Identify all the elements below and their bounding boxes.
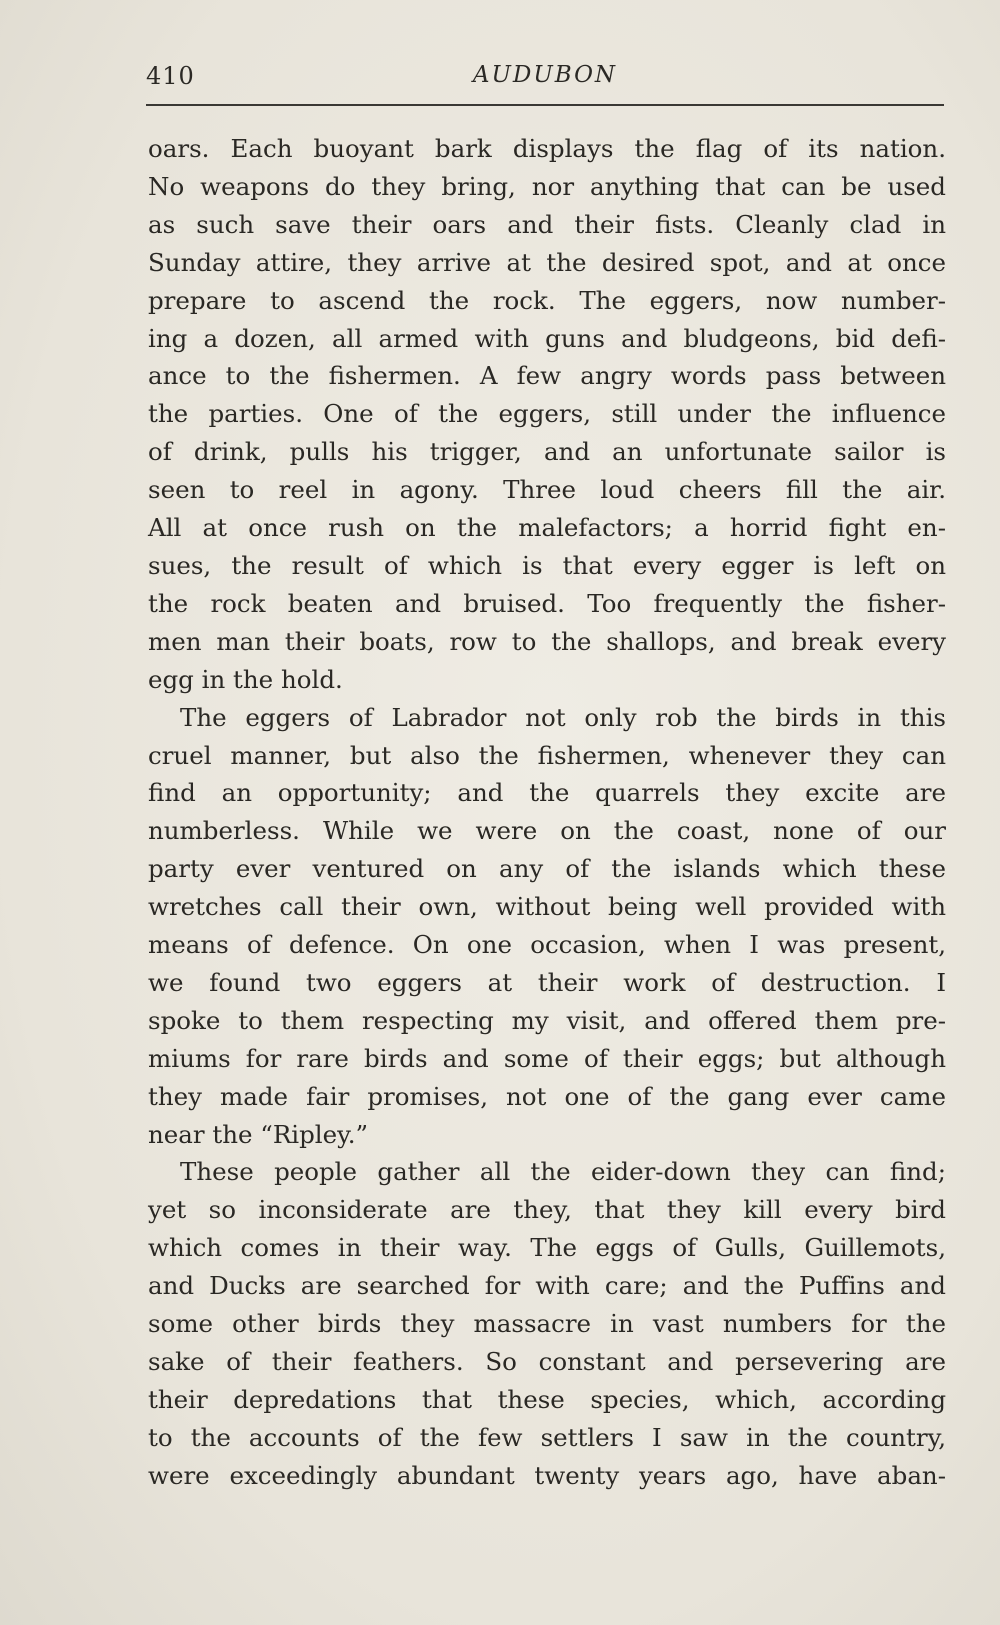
text-line: were exceedingly abundant twenty years ago, have aban- [148,1460,946,1490]
paragraph-3 [148,1153,946,1494]
text-line: prepare to ascend the rock. The eggers, now number- [148,285,946,315]
text-line: we found two eggers at their work of destruction. I [148,967,946,997]
text-line: All at once rush on the malefactors; a horrid fight en- [148,513,946,543]
header-rule [146,104,944,106]
text-line: find an opportunity; and the quarrels they excite are [148,778,946,808]
text-line: the parties. One of the eggers, still under the influence [148,399,946,429]
body-text [148,130,946,1495]
running-title: AUDUBON [472,62,618,88]
text-line: means of defence. On one occasion, when I was present, [148,930,946,960]
text-line: some other birds they massacre in vast numbers for the [148,1309,946,1339]
text-line: ance to the fishermen. A few angry words pass between [148,361,946,391]
text-line: oars. Each buoyant bark displays the flag of its nation. [148,134,946,163]
text-line: spoke to them respecting my visit, and offered them pre- [148,1005,946,1035]
text-line: sake of their feathers. So constant and persevering are [148,1347,946,1376]
text-line: of drink, pulls his trigger, and an unfortunate sailor is [148,437,946,467]
page-header [146,60,944,94]
text-line: yet so inconsiderate are they, that they kill every bird [148,1195,946,1225]
text-line: near the “Ripley.” [148,1119,369,1149]
text-line: miums for rare birds and some of their eggs; but although [148,1043,946,1073]
text-line: Sunday attire, they arrive at the desired spot, and at once [148,247,946,277]
text-line: cruel manner, but also the fishermen, whenever they can [148,740,946,770]
text-line: to the accounts of the few settlers I saw in the country, [148,1422,946,1452]
text-line: party ever ventured on any of the islands which these [148,854,946,884]
paragraph-2 [148,699,946,1154]
text-line: egg in the hold. [148,664,343,694]
text-line: ing a dozen, all armed with guns and bludgeons, bid defi- [148,323,946,353]
text-line: seen to reel in agony. Three loud cheers fill the air. [148,475,946,505]
text-line: The eggers of Labrador not only rob the birds in this [180,702,946,732]
paragraph-1 [148,130,946,699]
text-line: which comes in their way. The eggs of Gulls, Guillemots, [148,1233,946,1263]
text-line: sues, the result of which is that every egger is left on [148,550,946,580]
text-line: These people gather all the eider-down they can find; [180,1157,946,1187]
text-line: the rock beaten and bruised. Too frequently the fisher- [148,588,946,618]
text-line: wretches call their own, without being well provided with [148,892,946,922]
text-line: men man their boats, row to the shallops, and break every [148,626,946,656]
text-line: as such save their oars and their fists. Cleanly clad in [148,209,946,239]
text-line: No weapons do they bring, nor anything that can be used [148,171,946,201]
text-line: their depredations that these species, which, according [148,1384,946,1414]
text-line: and Ducks are searched for with care; and the Puffins and [148,1271,946,1301]
text-line: numberless. While we were on the coast, none of our [148,816,946,846]
text-line: they made fair promises, not one of the gang ever came [148,1081,946,1111]
page-number: 410 [146,62,195,90]
